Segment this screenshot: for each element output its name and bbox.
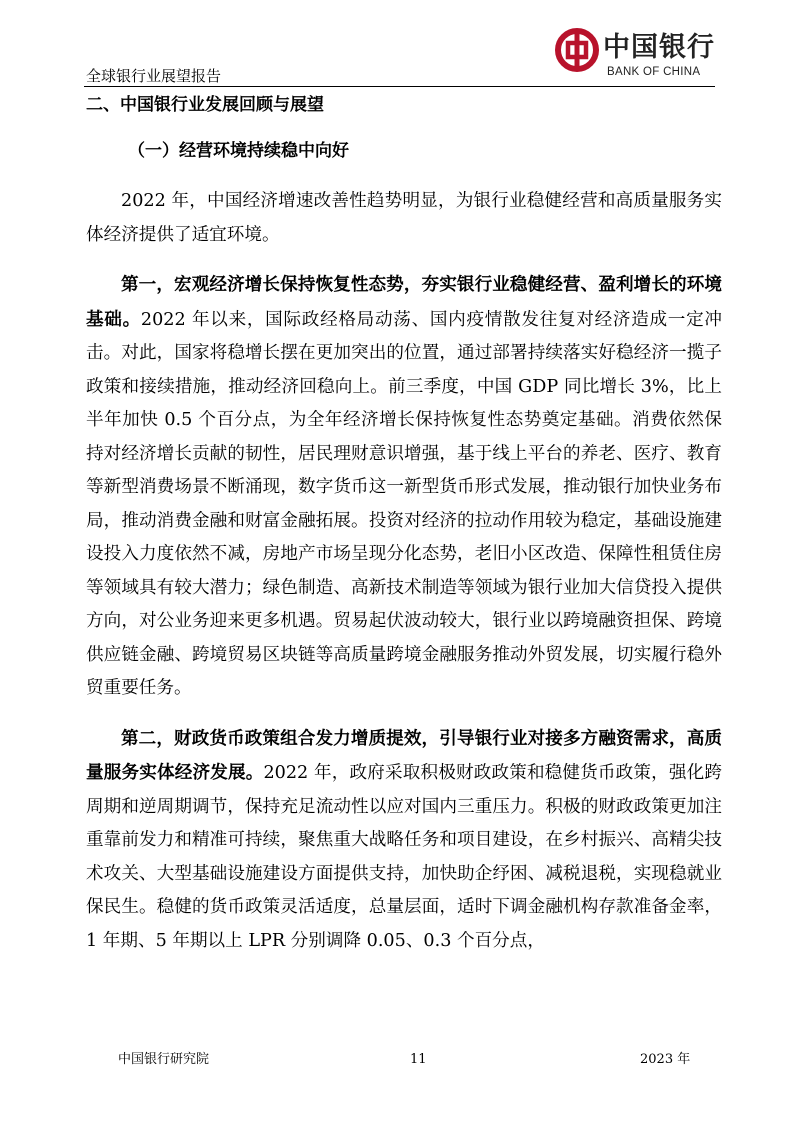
paragraph-body: 2022 年以来，国际政经格局动荡、国内疫情散发往复对经济造成一定冲击。对此，国家将稳增长摆在更加突出的位置，通过部署持续落实好稳经济一揽子政策和接续措施，推动经济回稳向上。前三季度，中国 GDP 同比增长 3%，比上半年加快 0.5 个百分点，为全年经济增长保持恢复性态势奠定基础。消费依然保持对经济增长贡献的韧性，居民理财意识增强，基于线上平台的养老、医疗、教育等新型消费场景不断涌现，数字货币这一新型货币形式发展，推动银行加快业务布局，推动消费金融和财富金融拓展。投资对经济的拉动作用较为稳定，基础设施建设投入力度依然不减，房地产市场呈现分化态势，老旧小区改造、保障性租赁住房等领域具有较大潜力；绿色制造、高新技术制造等领域为银行业加大信贷投入提供方向，对公业务迎来更多机遇。贸易起伏波动较大，银行业以跨境融资担保、跨境供应链金融、跨境贸易区块链等高质量跨境金融服务推动外贸发展，切实履行稳外贸重要任务。 — [86, 309, 722, 698]
footer-publisher: 中国银行研究院 — [118, 1052, 210, 1067]
bank-of-china-emblem-icon — [555, 28, 599, 72]
page-number: 11 — [410, 1052, 427, 1067]
logo-chinese-name: 中国银行 — [603, 32, 715, 63]
paragraph-body: 2022 年，中国经济增速改善性趋势明显，为银行业稳健经营和高质量服务实体经济提供了适宜环境。 — [86, 191, 722, 245]
paragraph-intro — [86, 184, 722, 252]
section-heading: 二、中国银行业发展回顾与展望 — [86, 95, 324, 115]
report-title: 全球银行业展望报告 — [86, 67, 222, 85]
paragraph-fiscal-monetary-policy — [86, 722, 722, 959]
paragraph-macro-economy — [86, 268, 722, 706]
header-divider — [84, 86, 715, 87]
paragraph-lead: 第二，财政货币政策组合发力增质提效，引导银行业对接多方融资需求，高质量服务实体经济发展。 — [86, 727, 722, 783]
bank-logo — [555, 28, 715, 84]
paragraph-body: 2022 年，政府采取积极财政政策和稳健货币政策，强化跨周期和逆周期调节，保持充足流动性以应对国内三重压力。积极的财政政策更加注重靠前发力和精准可持续，聚焦重大战略任务和项目建设，在乡村振兴、高精尖技术攻关、大型基础设施建设方面提供支持，加快助企纾困、减税退税，实现稳就业保民生。稳健的货币政策灵活适度，总量层面，适时下调金融机构存款准备金率，1 年期、5 年期以上 LPR 分别调降 0.05、0.3 个百分点， — [86, 763, 722, 951]
paragraph-lead: 第一，宏观经济增长保持恢复性态势，夯实银行业稳健经营、盈利增长的环境基础。 — [86, 274, 722, 330]
section-subheading: （一）经营环境持续稳中向好 — [128, 141, 349, 161]
main-content — [86, 90, 722, 958]
footer-year: 2023 年 — [640, 1052, 691, 1067]
logo-english-name: BANK OF CHINA — [607, 66, 701, 78]
